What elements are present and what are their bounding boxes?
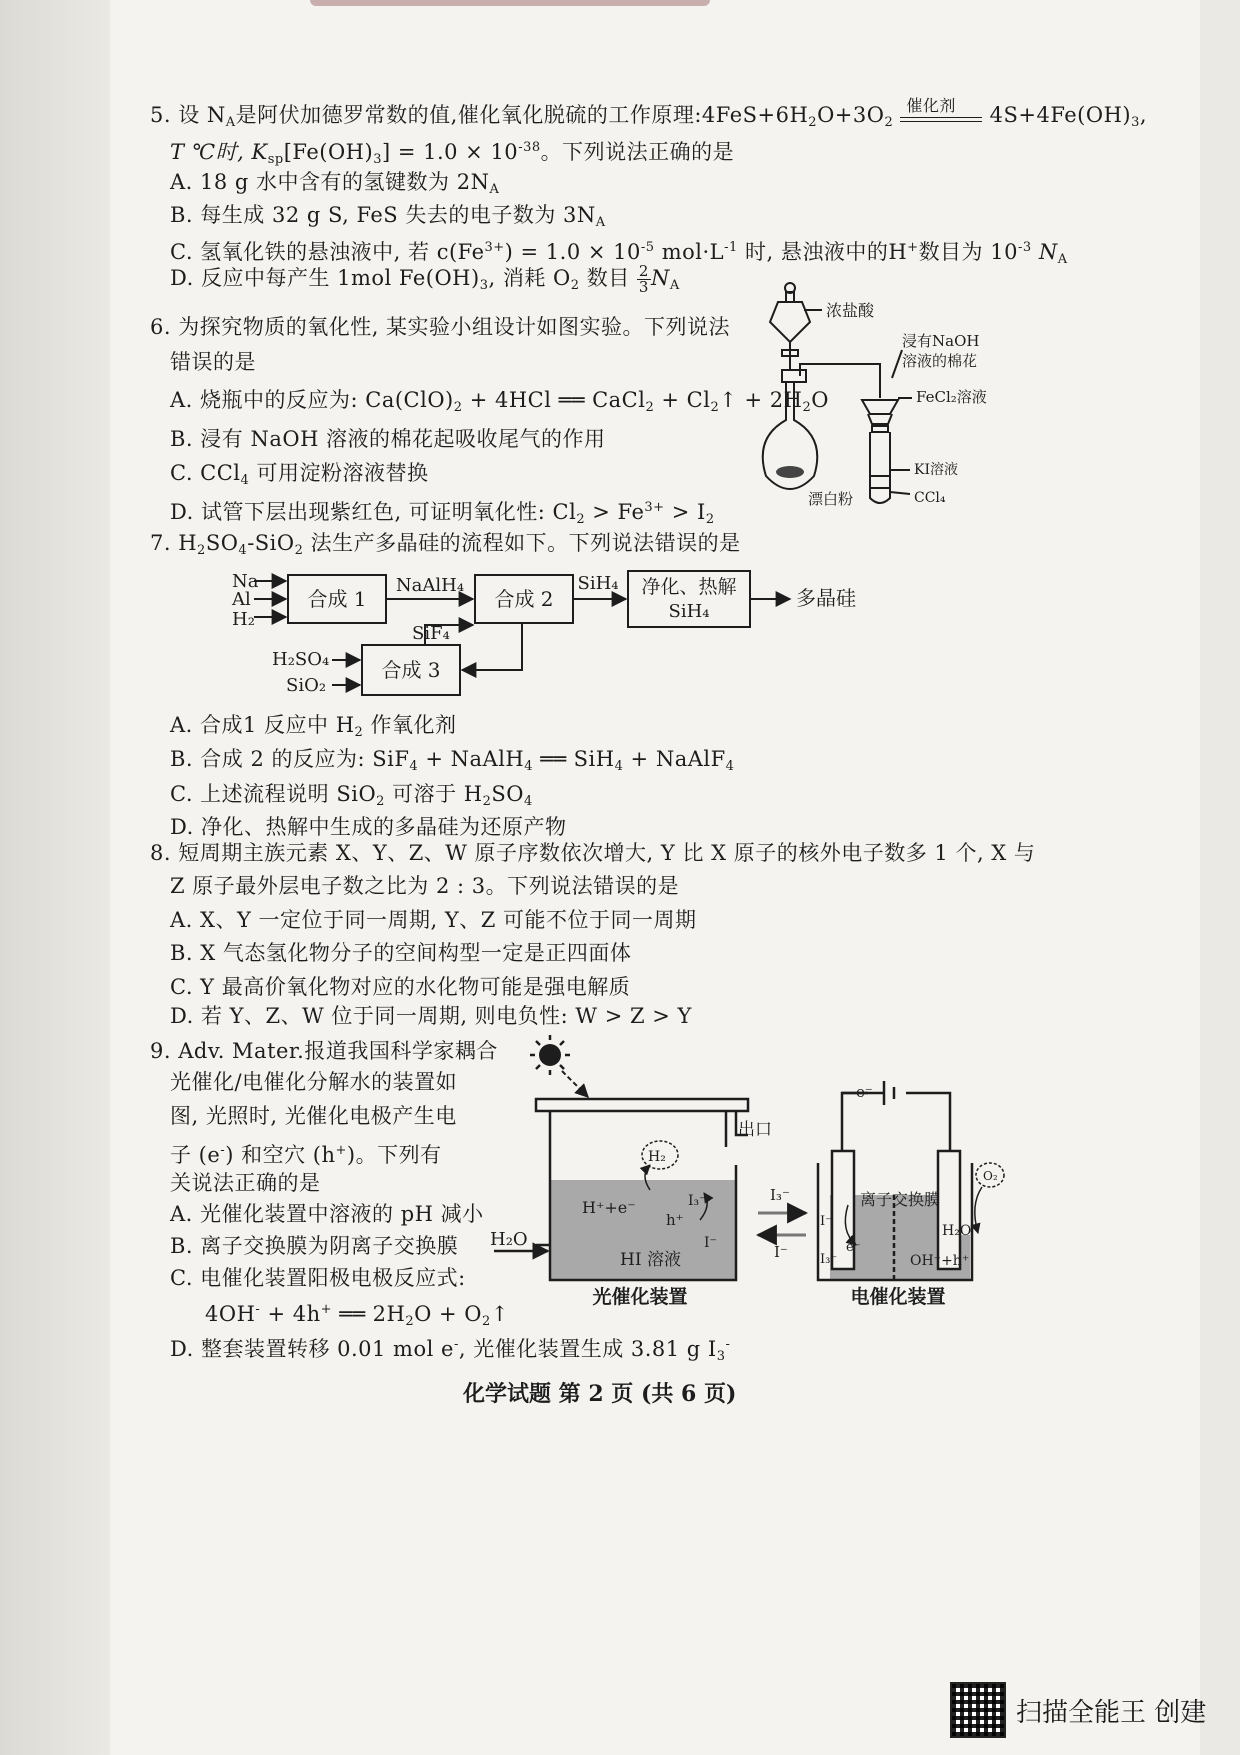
q9-option-d: D. 整套装置转移 0.01 mol e-, 光催化装置生成 3.81 g $I_3^-$ [170,1337,731,1364]
q5-line1: 5. 设 $N_A$是阿伏加德罗常数的值,催化氧化脱硫的工作原理$:4FeS+6H_2O+3O_2$ 催化剂 $4S+4Fe(OH)_3$, [150,96,1148,130]
flow-h2: H₂ [232,609,255,630]
flow-box-synthesis-3: 合成 3 [381,658,441,682]
label-e-cell: e⁻ [846,1240,861,1255]
label-cotton-1: 浸有NaOH [902,332,980,350]
q9-option-c-equation: 4OH- + 4h+ ══ $2H_2O$ + $O_2↑$ [205,1302,509,1329]
q9-line3: 图, 光照时, 光催化电极产生电 [170,1104,457,1128]
label-i-minus-cell: I⁻ [820,1214,832,1229]
page-edge-shadow [0,0,110,1755]
bleach-powder [776,466,804,478]
q9-option-c: C. 电催化装置阳极电极反应式: [170,1266,466,1290]
flow-sif4: SiF₄ [412,623,450,644]
q9-option-a: A. 光催化装置中溶液的 pH 减小 [170,1202,484,1226]
q9-line4: 子 (e-) 和空穴 (h+)。下列有 [170,1143,442,1167]
q9-option-b: B. 离子交换膜为阴离子交换膜 [170,1234,459,1258]
q6-option-a: A. 烧瓶中的反应为: $Ca(ClO)_2 + 4HCl$ ══ CaCl$_2$ + $Cl_2↑ + 2H_2O$ [170,388,829,415]
flow-box-purify-line1: 净化、热解 [641,576,737,598]
q9-line5: 关说法正确的是 [170,1171,321,1195]
label-hole: h⁺ [666,1211,684,1229]
top-edge-mark [310,0,710,6]
q8-option-c: C. Y 最高价氧化物对应的水化物可能是强电解质 [170,975,631,999]
q7-option-b: B. 合成 2 的反应为: SiF$_4$ + NaAlH$_4$ ══ SiH$_4$ + NaAlF$_4$ [170,747,735,774]
q5-fraction: $\frac{2}{3}$ [638,262,649,296]
q6-option-c: C. CCl$_4$ 可用淀粉溶液替换 [170,461,429,488]
q9-device-figure [490,1035,1010,1310]
q9-line2: 光催化/电催化分解水的装置如 [170,1070,458,1094]
scanner-label: 扫描全能王 创建 [1016,1697,1207,1728]
label-conc-hcl: 浓盐酸 [826,301,875,320]
q8-option-a: A. X、Y 一定位于同一周期, Y、Z 可能不位于同一周期 [170,908,697,932]
flow-sih4: SiH₄ [577,573,619,594]
flow-box-purify-line2: SiH₄ [668,601,710,622]
flow-naalh4: NaAlH₄ [395,575,465,596]
flow-sio2: SiO₂ [286,675,327,696]
label-water-inlet: H₂O [490,1229,528,1250]
label-electron-wire: e⁻ [856,1083,873,1101]
q6-apparatus-figure [760,280,1020,515]
q5-option-d: D. 反应中每产生 1mol $Fe(OH)_3$, 消耗 $O_2$ 数目 $\frac{2}{3}$ $N_A$ [170,262,680,296]
q8-line1: 8. 短周期主族元素 X、Y、Z、W 原子序数依次增大, Y 比 X 原子的核外电子数多 1 个, X 与 [150,841,1036,865]
flow-box-synthesis-2: 合成 2 [494,587,554,611]
label-outlet: 出口 [738,1120,772,1140]
q7-option-d: D. 净化、热解中生成的多晶硅为还原产物 [170,815,567,839]
label-h-plus-e: H⁺+e⁻ [582,1198,636,1217]
label-membrane: 离子交换膜 [860,1190,941,1209]
q7-line1: 7. $H_2SO_4-SiO_2$ 法生产多晶硅的流程如下。下列说法错误的是 [150,531,741,558]
label-cotton-2: 溶液的棉花 [902,352,978,370]
flow-al: Al [232,589,251,610]
label-h2: H₂ [648,1149,666,1165]
q5-option-a: A. 18 g 水中含有的氢键数为 $2N_A$ [170,170,500,197]
label-i3-arrow: I₃⁻ [770,1186,790,1204]
q6-option-b: B. 浸有 NaOH 溶液的棉花起吸收尾气的作用 [170,427,606,451]
q6-line1: 6. 为探究物质的氧化性, 某实验小组设计如图实验。下列说法 [150,315,731,339]
sun-icon [530,1035,570,1075]
label-i3-cell: I₃⁻ [820,1252,838,1267]
label-photo-device: 光催化装置 [592,1286,688,1308]
label-oh-hole: OH⁻+h⁺ [910,1253,970,1269]
q9-line1: 9. Adv. Mater.报道我国科学家耦合 [150,1039,498,1063]
scanner-watermark [950,1685,1206,1735]
q7-option-a: A. 合成1 反应中 $H_2$ 作氧化剂 [170,713,457,740]
flow-h2so4: H₂SO₄ [272,649,330,670]
label-hi-solution: HI 溶液 [620,1250,681,1270]
label-i-minus-arrow: I⁻ [774,1243,788,1261]
label-fecl2: FeCl₂溶液 [916,388,987,406]
flow-box-synthesis-1: 合成 1 [307,587,367,611]
q7-option-c: C. 上述流程说明 SiO$_2$ 可溶于 $H_2SO_4$ [170,782,533,809]
label-i3-left: I₃⁻ [688,1193,707,1209]
flow-na: Na [232,571,259,592]
label-electro-device: 电催化装置 [850,1286,946,1308]
label-h2o: H₂O [942,1223,972,1239]
label-i-minus-left: I⁻ [704,1235,717,1251]
q5-option-b: B. 每生成 32 g S, FeS 失去的电子数为 $3N_A$ [170,203,606,230]
label-ccl4: CCl₄ [914,490,946,506]
q6-option-d: D. 试管下层出现紫红色, 可证明氧化性: $Cl_2 > Fe^{3+} > I_2$ [170,500,715,527]
q7-flow-chart [232,565,960,715]
q5-line2: T ℃时, $K_{sp}[Fe(OH)_3] = 1.0 \times 10^{-38}$。下列说法正确的是 [170,140,735,167]
qr-code-icon [950,1682,1006,1738]
q8-option-d: D. 若 Y、Z、W 位于同一周期, 则电负性: W > Z > Y [170,1004,692,1028]
label-ki: KI溶液 [914,462,958,478]
label-bleach: 漂白粉 [808,490,854,508]
q5-catalyst-arrow: 催化剂 [900,105,982,122]
label-o2: O₂ [983,1169,998,1183]
q8-line2: Z 原子最外层电子数之比为 2 : 3。下列说法错误的是 [170,874,680,898]
q5-option-c: C. 氢氧化铁的悬浊液中, 若 $c(Fe^{3+}) = 1.0 \times 10^{-5}$ $mol\cdot L^{-1}$ 时, 悬浊液中的H+数目为 $10^{-3}$ $N_A$ [170,240,1068,267]
flow-product: 多晶硅 [796,586,856,610]
q8-option-b: B. X 气态氢化物分子的空间构型一定是正四面体 [170,941,632,965]
q6-line2: 错误的是 [170,350,256,374]
page-footer: 化学试题 第 2 页 (共 6 页) [463,1381,737,1407]
